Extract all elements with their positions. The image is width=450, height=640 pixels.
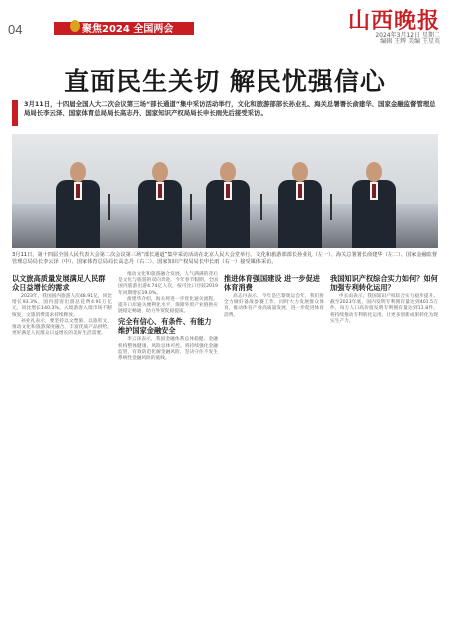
summary-text: 3月11日，十四届全国人大二次会议第三场“部长通道”集中采访活动举行，文化和旅游部部长孙业礼、海关总署署长俞建华、国家金融监督管理总局局长李云泽、国家体育总局局长高志丹、国家知识产权局局长申长雨先后接受采访。 <box>24 100 436 117</box>
editor-credit: 编辑 王辉 美编 王星英 <box>380 38 440 45</box>
news-photo <box>12 134 438 248</box>
microphone-icon <box>108 194 110 220</box>
column-paragraph: 李云泽表示，我国金融体系总体稳健，金融机构整体健康，风险总体可控。将持续强化金融监管，有效防范化解金融风险，坚决守住不发生系统性金融风险的底线。 <box>118 337 218 362</box>
masthead <box>0 0 450 44</box>
microphone-icon <box>330 194 332 220</box>
column-paragraph: 申长雨表示，我国知识产权综合实力稳步提升。截至2023年底，国内发明专利拥有量达到401.5万件，每万人口高价值发明专利拥有量达到11.8件。将持续推动专利转化运用，让更多创新成果转化为现实生产力。 <box>330 294 438 324</box>
paper-logo: 山西晚报 <box>347 8 440 34</box>
column-heading: 推进体育强国建设 进一步促进体育消费 <box>224 274 320 292</box>
column-paragraph: 孙业礼表示，要坚持以文塑旅、以旅彰文，推动文化和旅游深度融合，丰富优质产品供给，更好满足人民群众日益增长的美好生活需要。 <box>12 318 112 337</box>
issue-date: 2024年3月12日 星期二 <box>375 32 440 39</box>
person-figure <box>202 162 254 248</box>
column-heading: 我国知识产权综合实力如何？如何加强专利转化运用？ <box>330 274 438 292</box>
article-column <box>12 272 112 337</box>
microphone-icon <box>260 194 262 220</box>
person-figure <box>274 162 326 248</box>
article-column <box>118 272 218 362</box>
column-paragraph: 推动文化和旅游融合发展，人气满满的背后是文化与旅游的双向奔赴。今年春节假期，全国国内旅游出游4.74亿人次，按可比口径较2019年同期增长19.0%。 <box>118 272 218 296</box>
column-paragraph: 高志丹表示，今年是巴黎奥运会年，我们将全力做好备战参赛工作，同时大力发展群众体育，推动体育产业高质量发展，进一步促进体育消费。 <box>224 294 324 318</box>
column-paragraph: 俞建华介绍，海关将进一步优化通关流程，提升口岸通关便利化水平，保障外贸产业链供应链稳定畅通，助力外贸促稳提质。 <box>118 296 218 315</box>
column-heading: 完全有信心、有条件、有能力维护国家金融安全 <box>118 317 212 336</box>
section-title: 聚焦2024 全国两会 <box>82 24 174 35</box>
column-heading: 以文旅高质量发展满足人民群众日益增长的需求 <box>12 274 106 292</box>
summary-box <box>12 100 438 126</box>
person-figure <box>348 162 400 248</box>
headline: 直面民生关切 解民忧强信心 <box>64 67 386 96</box>
person-figure <box>52 162 104 248</box>
article-column <box>330 272 438 325</box>
article-column <box>224 272 324 319</box>
page-number: 04 <box>8 22 23 37</box>
person-figure <box>134 162 186 248</box>
column-paragraph: 2023年，我国国内旅游人次48.91亿，同比增长93.3%，国内游客出游总花费4.91万亿元，同比增长140.3%。入境游客入境市场不断恢复，文旅消费需求持续释放。 <box>12 294 112 318</box>
microphone-icon <box>190 194 192 220</box>
photo-caption: 3月11日，第十四届全国人民代表大会第二次会议第三场“部长通道”集中采访活动在北京人民大会堂举行。文化和旅游部部长孙业礼（左一）、海关总署署长俞建华（左二）、国家金融监督管理总局局长李云泽（中）、国家体育总局局长高志丹（右二）、国家知识产权局局长申长雨（右一）接受媒体采访。 <box>12 252 438 265</box>
emblem-icon <box>70 20 80 32</box>
